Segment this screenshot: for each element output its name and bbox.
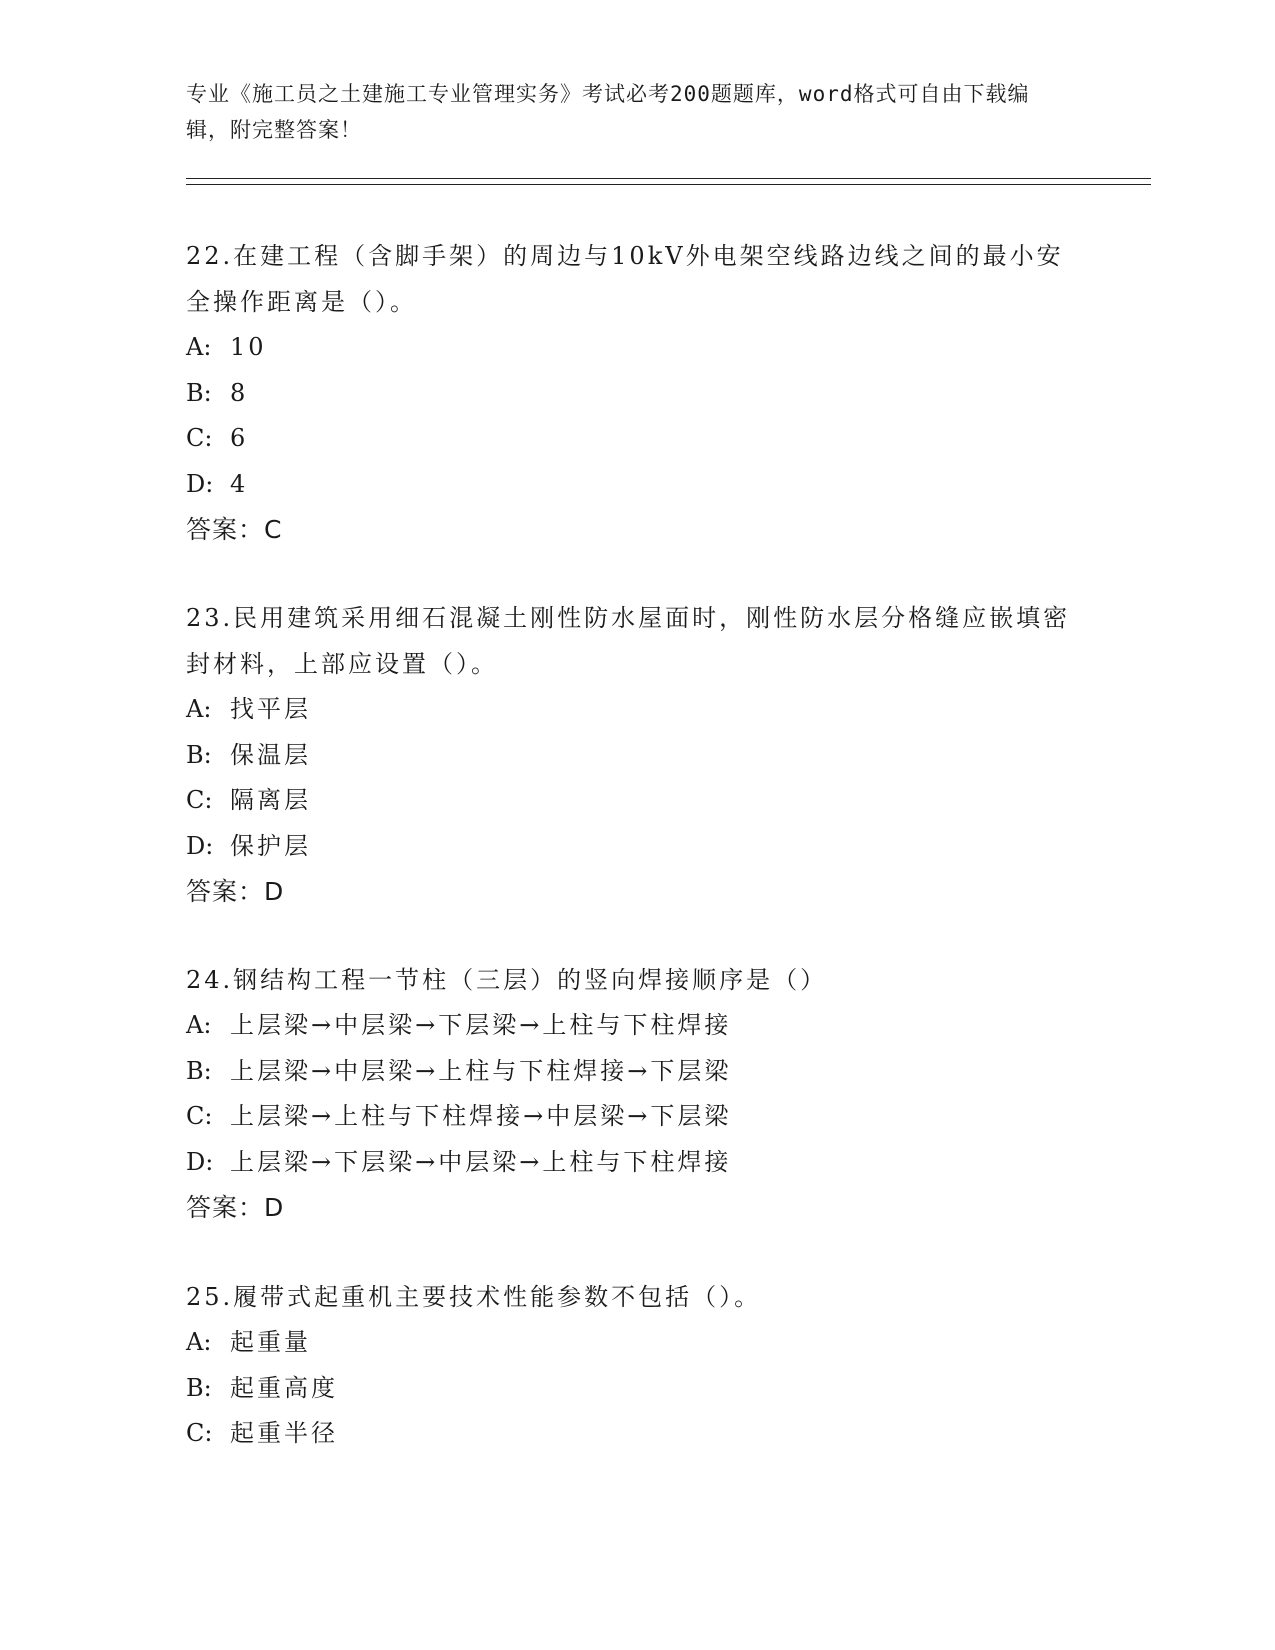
option-key: B:	[186, 1056, 212, 1085]
question-stem: 22.在建工程（含脚手架）的周边与10kV外电架空线路边线之间的最小安全操作距离是（）。	[186, 242, 1064, 316]
option-b	[186, 733, 1076, 779]
option-d	[186, 1140, 1076, 1186]
header-divider-bottom	[186, 184, 1151, 185]
document-header: 专业《施工员之土建施工专业管理实务》考试必考200题题库，word格式可自由下载编辑，附完整答案！	[186, 82, 1030, 142]
option-key: D:	[186, 469, 214, 498]
option-key: B:	[186, 1373, 212, 1402]
option-c	[186, 778, 1076, 824]
option-text: 上层梁→中层梁→下层梁→上柱与下柱焊接	[230, 1011, 732, 1039]
option-text: 6	[230, 424, 249, 452]
option-key: C:	[186, 1102, 213, 1130]
option-text: 起重半径	[230, 1419, 338, 1447]
option-text: 10	[230, 333, 267, 361]
question-23	[186, 595, 1076, 915]
option-text: 保温层	[230, 740, 311, 769]
answer-line: 答案：D	[186, 1193, 285, 1222]
option-d	[186, 462, 1076, 508]
option-a	[186, 1320, 1076, 1366]
option-key: A:	[186, 1328, 212, 1356]
option-a	[186, 1003, 1076, 1049]
question-stem: 25.履带式起重机主要技术性能参数不包括（）。	[186, 1283, 762, 1311]
option-text: 隔离层	[230, 786, 311, 814]
option-a	[186, 325, 1076, 371]
option-key: D:	[186, 1147, 214, 1176]
option-text: 保护层	[230, 831, 311, 860]
option-b	[186, 1366, 1076, 1412]
option-text: 4	[230, 469, 249, 498]
option-text: 上层梁→中层梁→上柱与下柱焊接→下层梁	[230, 1056, 732, 1085]
option-c	[186, 416, 1076, 462]
option-d	[186, 824, 1076, 870]
option-key: B:	[186, 740, 212, 769]
option-text: 上层梁→上柱与下柱焊接→中层梁→下层梁	[230, 1102, 732, 1130]
question-24	[186, 957, 1076, 1231]
question-stem: 23.民用建筑采用细石混凝土刚性防水屋面时，刚性防水层分格缝应嵌填密封材料，上部应设置（）。	[186, 604, 1071, 678]
option-key: C:	[186, 786, 213, 814]
option-key: C:	[186, 1419, 213, 1447]
option-text: 8	[230, 378, 249, 407]
option-b	[186, 1049, 1076, 1095]
answer-line: 答案：C	[186, 515, 283, 544]
option-text: 上层梁→下层梁→中层梁→上柱与下柱焊接	[230, 1147, 732, 1176]
question-25	[186, 1274, 1076, 1457]
option-key: B:	[186, 378, 212, 407]
option-text: 找平层	[230, 695, 311, 723]
option-b	[186, 371, 1076, 417]
header-divider-top	[186, 178, 1151, 179]
option-key: A:	[186, 333, 212, 361]
option-key: A:	[186, 695, 212, 723]
question-22	[186, 233, 1076, 553]
option-key: D:	[186, 831, 214, 860]
option-text: 起重高度	[230, 1373, 338, 1402]
option-c	[186, 1411, 1076, 1457]
option-key: C:	[186, 424, 213, 452]
option-c	[186, 1094, 1076, 1140]
option-text: 起重量	[230, 1328, 311, 1356]
question-stem: 24.钢结构工程一节柱（三层）的竖向焊接顺序是（）	[186, 966, 828, 994]
option-a	[186, 687, 1076, 733]
answer-line: 答案：D	[186, 877, 285, 906]
option-key: A:	[186, 1011, 212, 1039]
